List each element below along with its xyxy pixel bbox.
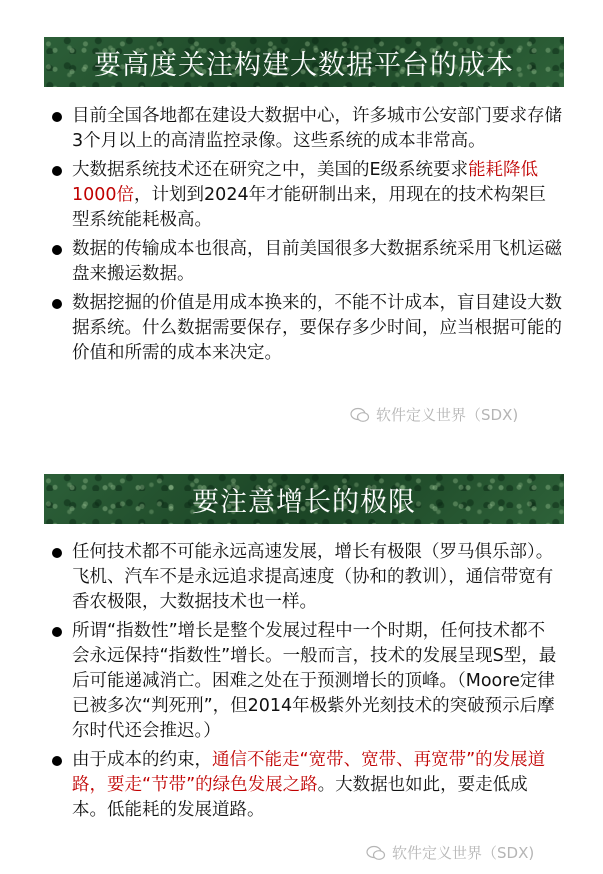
bullet-text: ，计划到2024年才能研制出来，用现在的技术构架巨型系统能耗极高。 <box>72 185 547 230</box>
bullet-text: 。大数据也如此，要走低成本。低能耗的发展道路。 <box>72 775 528 820</box>
bullet-dot-icon <box>52 548 62 558</box>
section-2-title: 要注意增长的极限 <box>192 486 416 518</box>
bullet-dot-icon <box>52 756 62 766</box>
bullet-text: 大数据系统技术还在研究之中，美国的E级系统要求 <box>72 160 469 180</box>
bullet-dot-icon <box>52 299 62 309</box>
bullet-text: 所谓“指数性”增长是整个发展过程中一个时期，任何技术都不会永远保持“指数性”增长。一般而言，技术的发展呈现S型，最后可能递减消亡。困难之处在于预测增长的顶峰。（Moore定律已被多次“判死刑”，但2014年极紫外光刻技术的突破预示后摩尔时代还会推迟。） <box>72 621 557 741</box>
watermark <box>350 404 518 425</box>
wechat-icon <box>350 407 370 423</box>
wechat-icon <box>366 845 386 861</box>
section-1-title: 要高度关注构建大数据平台的成本 <box>94 49 514 81</box>
bullet-text: 目前全国各地都在建设大数据中心，许多城市公安部门要求存储3个月以上的高清监控录像。这些系统的成本非常高。 <box>72 106 562 151</box>
watermark-text: 软件定义世界（SDX) <box>392 844 535 862</box>
watermark <box>366 842 534 863</box>
bullet-text: 由于成本的约束， <box>72 750 212 770</box>
bullet-item <box>52 619 562 744</box>
bullet-text: 任何技术都不可能永远高速发展，增长有极限（罗马俱乐部）。飞机、汽车不是永远追求提高速度（协和的教训），通信带宽有香农极限，大数据技术也一样。 <box>72 542 554 612</box>
section-2-banner <box>44 474 564 524</box>
bullet-item <box>52 237 562 287</box>
highlighted-text: 通信不能走“宽带、宽带、再宽带”的发展道路，要走“节带”的绿色发展之路 <box>72 750 546 795</box>
bullet-item <box>52 540 562 615</box>
bullet-text: 数据挖掘的价值是用成本换来的，不能不计成本，盲目建设大数据系统。什么数据需要保存，要保存多少时间，应当根据可能的价值和所需的成本来决定。 <box>72 293 562 363</box>
watermark-text: 软件定义世界（SDX) <box>376 406 519 424</box>
bullet-item <box>52 104 562 154</box>
highlighted-text: 能耗降低1000倍 <box>72 160 539 205</box>
bullet-text: 数据的传输成本也很高，目前美国很多大数据系统采用飞机运磁盘来搬运数据。 <box>72 239 562 284</box>
bullet-dot-icon <box>52 112 62 122</box>
section-1-bullet-list <box>52 104 562 370</box>
section-1-banner <box>44 37 564 87</box>
bullet-item <box>52 291 562 366</box>
bullet-dot-icon <box>52 166 62 176</box>
bullet-item <box>52 748 562 823</box>
bullet-dot-icon <box>52 245 62 255</box>
section-2-bullet-list <box>52 540 562 827</box>
bullet-item <box>52 158 562 233</box>
bullet-dot-icon <box>52 627 62 637</box>
